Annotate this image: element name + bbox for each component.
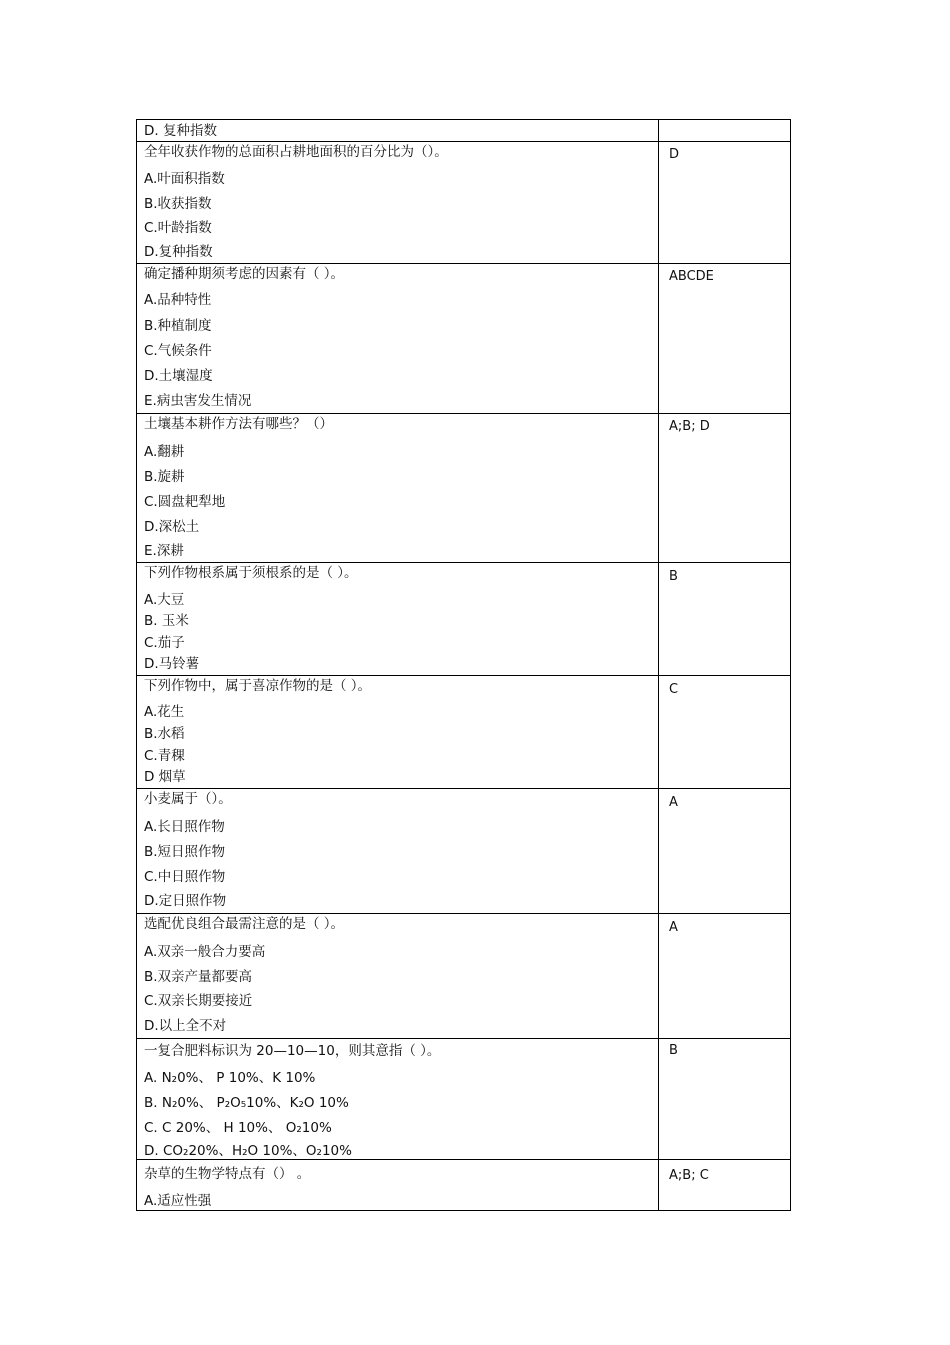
answer-cell [659, 142, 791, 264]
option-text: B. 玉米 [144, 613, 189, 629]
option-text: D.定日照作物 [144, 893, 227, 909]
answer-cell [659, 676, 791, 789]
question-text: 全年收获作物的总面积占耕地面积的百分比为（）。 [144, 144, 448, 160]
option-text: A.翻耕 [144, 444, 185, 460]
option-text: E.深耕 [144, 543, 184, 559]
question-text: 下列作物根系属于须根系的是（ ）。 [144, 565, 358, 581]
answer-cell [659, 563, 791, 676]
option-text: D.以上全不对 [144, 1018, 227, 1034]
option-text: D.土壤湿度 [144, 368, 213, 384]
option-text: B. N₂0%、 P₂O₅10%、K₂O 10% [144, 1095, 349, 1111]
option-text: A.品种特性 [144, 292, 212, 308]
answer-text: ABCDE [669, 269, 714, 284]
option-text: C.气候条件 [144, 343, 212, 359]
option-text: C.双亲长期要接近 [144, 993, 253, 1009]
question-text: 确定播种期须考虑的因素有（ ）。 [144, 266, 345, 282]
option-text: A.大豆 [144, 592, 185, 608]
option-text: C.中日照作物 [144, 869, 226, 885]
option-text: D 烟草 [144, 769, 186, 785]
option-text: B.旋耕 [144, 469, 185, 485]
answer-cell [659, 789, 791, 914]
question-text: 杂草的生物学特点有（） 。 [144, 1166, 311, 1182]
option-text: B.收获指数 [144, 196, 212, 212]
answer-cell [659, 1160, 791, 1211]
table-row [136, 914, 791, 1039]
option-text: B.种植制度 [144, 318, 212, 334]
answer-cell [659, 414, 791, 563]
option-text: C.青稞 [144, 748, 185, 764]
answer-cell [659, 119, 791, 142]
option-text: D. CO₂20%、H₂O 10%、O₂10% [144, 1143, 352, 1159]
option-text: B.短日照作物 [144, 844, 226, 860]
table-row [136, 1039, 791, 1160]
question-cell [136, 119, 659, 142]
answer-text: C [669, 682, 679, 697]
option-text: D.复种指数 [144, 244, 213, 260]
question-text: 下列作物中，属于喜凉作物的是（ ）。 [144, 678, 372, 694]
table-row [136, 264, 791, 414]
answer-cell [659, 1039, 791, 1160]
table-row [136, 563, 791, 676]
answer-text: A [669, 795, 678, 810]
option-text: C.圆盘耙犁地 [144, 494, 226, 510]
question-cell [136, 264, 659, 414]
option-text: A.叶面积指数 [144, 171, 225, 187]
question-cell [136, 414, 659, 563]
answer-cell [659, 264, 791, 414]
option-text: A. N₂0%、 P 10%、K 10% [144, 1070, 316, 1086]
question-cell [136, 1039, 659, 1160]
answer-cell [659, 914, 791, 1039]
option-text: D.马铃薯 [144, 656, 200, 672]
question-cell [136, 676, 659, 789]
answer-text: D [669, 147, 680, 162]
option-text: C.叶龄指数 [144, 220, 212, 236]
option-text: A.适应性强 [144, 1193, 212, 1209]
answer-text: A;B; D [669, 419, 710, 434]
question-cell [136, 1160, 659, 1211]
question-text: D. 复种指数 [144, 123, 217, 139]
question-cell [136, 914, 659, 1039]
table-row [136, 789, 791, 914]
table-row [136, 676, 791, 789]
question-text: 一复合肥料标识为 20—10—10，则其意指（ ）。 [144, 1043, 441, 1059]
table-row [136, 414, 791, 563]
option-text: A.长日照作物 [144, 819, 225, 835]
answer-text: A [669, 920, 678, 935]
question-cell [136, 142, 659, 264]
option-text: D.深松土 [144, 519, 200, 535]
question-cell [136, 789, 659, 914]
table-row [136, 119, 791, 142]
question-cell [136, 563, 659, 676]
option-text: A.双亲一般合力要高 [144, 944, 266, 960]
option-text: A.花生 [144, 704, 185, 720]
answer-text: B [669, 569, 678, 584]
answer-text: B [669, 1043, 678, 1058]
option-text: B.水稻 [144, 726, 185, 742]
option-text: E.病虫害发生情况 [144, 393, 252, 409]
question-text: 土壤基本耕作方法有哪些？（） [144, 416, 333, 432]
table-row [136, 1160, 791, 1211]
option-text: C.茄子 [144, 635, 185, 651]
option-text: C. C 20%、 H 10%、 O₂10% [144, 1120, 332, 1136]
question-answer-table [136, 119, 791, 1211]
option-text: B.双亲产量都要高 [144, 969, 253, 985]
question-text: 小麦属于（）。 [144, 791, 232, 807]
answer-text: A;B; C [669, 1168, 709, 1183]
table-row [136, 142, 791, 264]
question-text: 选配优良组合最需注意的是（ ）。 [144, 916, 345, 932]
